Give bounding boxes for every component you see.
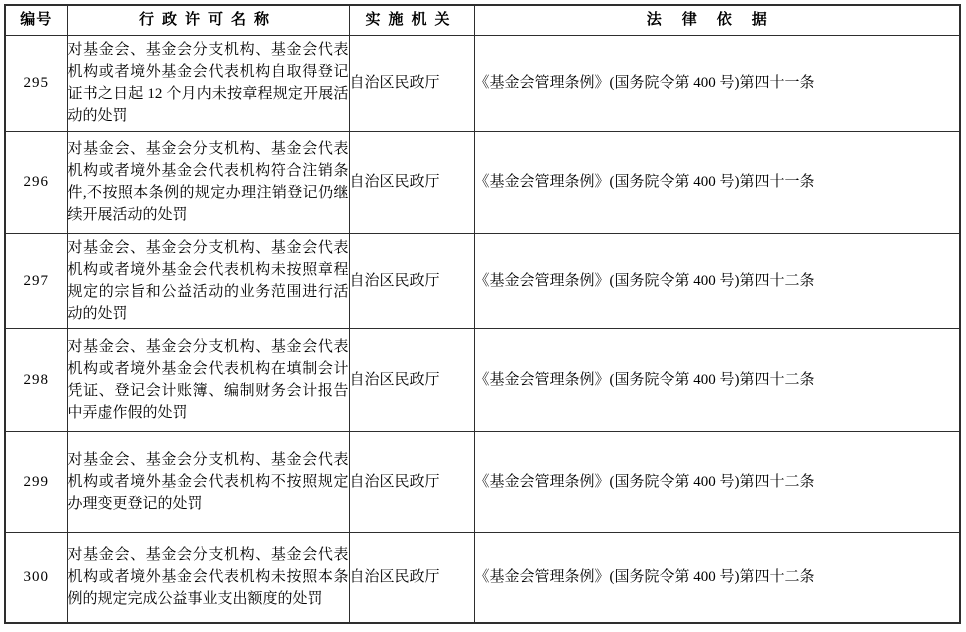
table-row [5,328,960,431]
agency: 自治区民政厅 [349,35,474,131]
agency: 自治区民政厅 [349,532,474,623]
table-row [5,431,960,532]
table-row [5,532,960,623]
license-name: 对基金会、基金会分支机构、基金会代表机构或者境外基金会代表机构未按照本条例的规定完成公益事业支出额度的处罚 [67,532,349,623]
header-legal-basis: 法律依据 [474,5,960,35]
row-id: 295 [5,35,67,131]
table-row [5,233,960,328]
header-agency: 实施机关 [349,5,474,35]
license-name: 对基金会、基金会分支机构、基金会代表机构或者境外基金会代表机构不按照规定办理变更登记的处罚 [67,431,349,532]
row-id: 297 [5,233,67,328]
legal-basis: 《基金会管理条例》(国务院令第 400 号)第四十二条 [474,431,960,532]
table-header-row [5,5,960,35]
header-license-name: 行政许可名称 [67,5,349,35]
agency: 自治区民政厅 [349,131,474,233]
license-name: 对基金会、基金会分支机构、基金会代表机构或者境外基金会代表机构自取得登记证书之日起 12 个月内未按章程规定开展活动的处罚 [67,35,349,131]
legal-basis: 《基金会管理条例》(国务院令第 400 号)第四十二条 [474,233,960,328]
legal-basis: 《基金会管理条例》(国务院令第 400 号)第四十二条 [474,328,960,431]
table-row [5,35,960,131]
license-name: 对基金会、基金会分支机构、基金会代表机构或者境外基金会代表机构未按照章程规定的宗旨和公益活动的业务范围进行活动的处罚 [67,233,349,328]
legal-basis: 《基金会管理条例》(国务院令第 400 号)第四十一条 [474,35,960,131]
license-name: 对基金会、基金会分支机构、基金会代表机构或者境外基金会代表机构在填制会计凭证、登记会计账簿、编制财务会计报告中弄虚作假的处罚 [67,328,349,431]
row-id: 300 [5,532,67,623]
agency: 自治区民政厅 [349,328,474,431]
header-id: 编号 [5,5,67,35]
legal-basis: 《基金会管理条例》(国务院令第 400 号)第四十二条 [474,532,960,623]
agency: 自治区民政厅 [349,233,474,328]
row-id: 298 [5,328,67,431]
row-id: 299 [5,431,67,532]
row-id: 296 [5,131,67,233]
agency: 自治区民政厅 [349,431,474,532]
license-name: 对基金会、基金会分支机构、基金会代表机构或者境外基金会代表机构符合注销条件,不按照本条例的规定办理注销登记仍继续开展活动的处罚 [67,131,349,233]
legal-basis: 《基金会管理条例》(国务院令第 400 号)第四十一条 [474,131,960,233]
table-row [5,131,960,233]
license-table [4,4,961,624]
